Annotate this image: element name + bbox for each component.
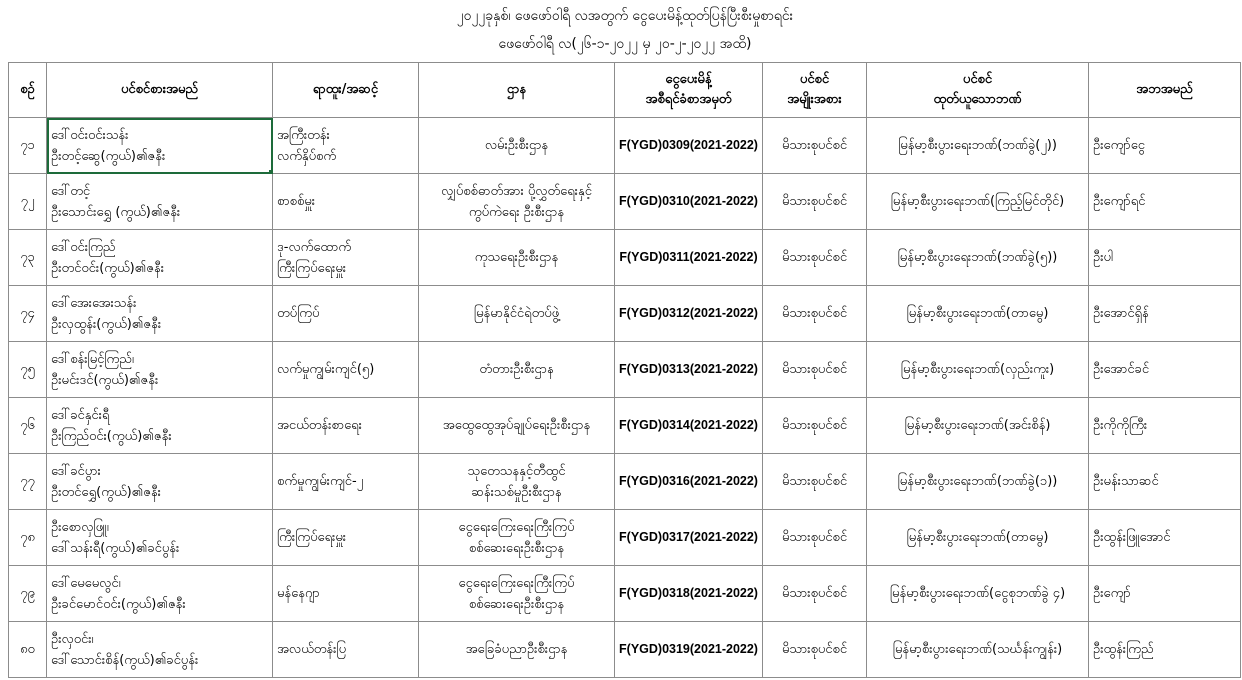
header-agent[interactable]: အဘအမည် bbox=[1089, 63, 1241, 118]
header-bank[interactable] bbox=[867, 63, 1089, 118]
table-row bbox=[9, 174, 1241, 230]
cell-rank1-text: မန်နေဂျာ bbox=[277, 586, 320, 601]
cell-no-text: ၇၄ bbox=[20, 306, 35, 321]
cell-name2-text: ဒေါ်သောင်းစိန်(ကွယ်)၏ခင်ပွန်း bbox=[51, 652, 199, 668]
cell-order[interactable] bbox=[615, 510, 763, 566]
cell-type-text: မိသားစုပင်စင် bbox=[781, 362, 848, 377]
cell-no-text: ၇၂ bbox=[20, 194, 35, 209]
cell-dept[interactable] bbox=[419, 566, 615, 622]
cell-type[interactable] bbox=[763, 510, 867, 566]
cell-no-text: ၇၉ bbox=[20, 586, 35, 601]
cell-rank1-text: တပ်ကြပ် bbox=[277, 306, 320, 321]
header-row bbox=[9, 63, 1241, 118]
cell-bank[interactable] bbox=[867, 342, 1089, 398]
table-row bbox=[9, 286, 1241, 342]
cell-agent[interactable] bbox=[1089, 342, 1241, 398]
cell-bank[interactable] bbox=[867, 398, 1089, 454]
cell-rank[interactable] bbox=[273, 566, 419, 622]
header-order-line2: အစီရင်ခံစာအမှတ် bbox=[645, 92, 732, 107]
cell-order[interactable] bbox=[615, 174, 763, 230]
cell-order[interactable] bbox=[615, 342, 763, 398]
cell-type[interactable] bbox=[763, 118, 867, 174]
cell-no[interactable] bbox=[9, 342, 47, 398]
cell-rank1-text: ကြီးကြပ်ရေးမှူး bbox=[277, 530, 347, 545]
cell-name2-text: ဦးသောင်းရွှေ (ကွယ်)၏ဇနီး bbox=[51, 204, 181, 220]
cell-order-text: F(YGD)0313(2021-2022) bbox=[619, 362, 758, 376]
cell-name1-text: ဦးလှဝင်း၊ bbox=[51, 631, 94, 647]
cell-type[interactable] bbox=[763, 454, 867, 510]
cell-name1-text: ဒေါ်တင့် bbox=[51, 183, 91, 199]
cell-order-text: F(YGD)0312(2021-2022) bbox=[619, 306, 758, 320]
cell-agent-text: ဦးမန်းသာဆင် bbox=[1093, 474, 1159, 489]
cell-order[interactable] bbox=[615, 230, 763, 286]
cell-bank[interactable] bbox=[867, 118, 1089, 174]
header-type[interactable] bbox=[763, 63, 867, 118]
report-subtitle: ဖေဖော်ဝါရီ လ(၂၆-၁-၂၀၂၂ မှ ၂၀-၂-၂၀၂၂ အထိ) bbox=[498, 36, 752, 52]
cell-rank[interactable] bbox=[273, 398, 419, 454]
cell-name1-text: ဒေါ်ဝင်းကြည် bbox=[51, 239, 116, 255]
header-bank-line1: ပင်စင် bbox=[962, 72, 993, 87]
cell-bank-text: မြန်မာ့စီးပွားရေးဘဏ်(ဘဏ်ခွဲ(၂)) bbox=[898, 138, 1057, 153]
cell-type-text: မိသားစုပင်စင် bbox=[781, 194, 848, 209]
cell-order[interactable] bbox=[615, 286, 763, 342]
header-order-line1: ငွေပေးမိန့် bbox=[665, 72, 712, 87]
cell-dept1-text: သုတေသနနှင့်တီထွင် bbox=[467, 463, 566, 479]
cell-dept[interactable] bbox=[419, 622, 615, 678]
cell-bank[interactable] bbox=[867, 510, 1089, 566]
cell-no-text: ၇၅ bbox=[20, 362, 35, 377]
cell-dept1-text: ငွေရေးကြေးရေးကြီးကြပ် bbox=[458, 575, 575, 591]
cell-name1-text: ဦးစောလှဖြူ၊ bbox=[51, 519, 109, 535]
cell-rank1-text: ဒု-လက်ထောက် bbox=[277, 239, 352, 255]
cell-agent[interactable] bbox=[1089, 118, 1241, 174]
header-type-line1: ပင်စင် bbox=[799, 72, 830, 87]
cell-order[interactable] bbox=[615, 566, 763, 622]
cell-dept1-text: အထွေထွေအုပ်ချုပ်ရေးဦးစီးဌာန bbox=[442, 418, 591, 433]
cell-rank[interactable] bbox=[273, 342, 419, 398]
table-row bbox=[9, 118, 1241, 174]
cell-rank[interactable] bbox=[273, 510, 419, 566]
cell-type-text: မိသားစုပင်စင် bbox=[781, 306, 848, 321]
table-row bbox=[9, 342, 1241, 398]
cell-order-text: F(YGD)0318(2021-2022) bbox=[619, 586, 758, 600]
cell-type[interactable] bbox=[763, 398, 867, 454]
cell-bank[interactable] bbox=[867, 286, 1089, 342]
cell-name2-text: ဦးတင့်ဆွေ(ကွယ်)၏ဇနီး bbox=[51, 148, 166, 164]
cell-bank[interactable] bbox=[867, 566, 1089, 622]
cell-dept1-text: ကုသရေးဦးစီးဌာန bbox=[474, 250, 559, 265]
cell-type-text: မိသားစုပင်စင် bbox=[781, 138, 848, 153]
cell-type-text: မိသားစုပင်စင် bbox=[781, 586, 848, 601]
cell-agent[interactable] bbox=[1089, 398, 1241, 454]
cell-name[interactable] bbox=[47, 230, 273, 286]
cell-dept1-text: လမ်းဦးစီးဌာန bbox=[484, 138, 549, 153]
cell-agent-text: ဦးကျော်ငွေ bbox=[1093, 138, 1145, 153]
cell-order[interactable] bbox=[615, 622, 763, 678]
cell-agent-text: ဦးကျော် bbox=[1093, 586, 1131, 601]
cell-agent[interactable] bbox=[1089, 454, 1241, 510]
cell-type[interactable] bbox=[763, 566, 867, 622]
cell-bank-text: မြန်မာ့စီးပွားရေးဘဏ်(ငွေစုဘဏ်ခွဲ ၄) bbox=[889, 586, 1066, 601]
cell-rank[interactable] bbox=[273, 286, 419, 342]
cell-type-text: မိသားစုပင်စင် bbox=[781, 418, 848, 433]
cell-name1-text: ဒေါ်ခင်ပွား bbox=[51, 463, 101, 479]
cell-type-text: မိသားစုပင်စင် bbox=[781, 530, 848, 545]
cell-no-text: ၈၀ bbox=[20, 642, 35, 657]
cell-agent-text: ဦးကိုကိုကြီး bbox=[1093, 418, 1148, 433]
cell-name2-text: ဒေါ်သန်းရီ(ကွယ်)၏ခင်ပွန်း bbox=[51, 540, 180, 556]
cell-dept[interactable] bbox=[419, 118, 615, 174]
cell-rank[interactable] bbox=[273, 454, 419, 510]
cell-agent[interactable] bbox=[1089, 174, 1241, 230]
cell-bank-text: မြန်မာ့စီးပွားရေးဘဏ်(ကြည့်မြင်တိုင်) bbox=[890, 194, 1065, 209]
cell-dept[interactable] bbox=[419, 174, 615, 230]
cell-agent-text: ဦးကျော်ရင် bbox=[1093, 194, 1146, 209]
table-row bbox=[9, 510, 1241, 566]
cell-name[interactable] bbox=[47, 510, 273, 566]
cell-type-text: မိသားစုပင်စင် bbox=[781, 642, 848, 657]
header-bank-line2: ထုတ်ယူသောဘဏ် bbox=[933, 92, 1022, 107]
cell-name2-text: ဦးကြည်ဝင်း(ကွယ်)၏ဇနီး bbox=[51, 428, 172, 444]
cell-dept[interactable] bbox=[419, 510, 615, 566]
cell-no[interactable] bbox=[9, 566, 47, 622]
cell-name[interactable] bbox=[47, 398, 273, 454]
cell-bank-text: မြန်မာ့စီးပွားရေးဘဏ်(တာမွေ) bbox=[906, 306, 1049, 321]
cell-rank1-text: စက်မှုကျွမ်းကျင်-၂ bbox=[277, 474, 364, 489]
cell-no-text: ၇၆ bbox=[20, 418, 35, 433]
cell-dept1-text: အခြေခံပညာဦးစီးဌာန bbox=[465, 642, 568, 657]
cell-rank[interactable] bbox=[273, 118, 419, 174]
cell-no[interactable] bbox=[9, 398, 47, 454]
cell-dept[interactable] bbox=[419, 342, 615, 398]
header-order[interactable] bbox=[615, 63, 763, 118]
cell-rank1-text: အငယ်တန်းစာရေး bbox=[277, 418, 362, 433]
cell-no-text: ၇၁ bbox=[20, 138, 35, 153]
cell-order[interactable] bbox=[615, 454, 763, 510]
header-type-line2: အမျိုးအစား bbox=[787, 92, 842, 107]
cell-rank2-text: ကြီးကြပ်ရေးမှူး bbox=[277, 260, 347, 276]
cell-name2-text: ဦးလှထွန်း(ကွယ်)၏ဇနီး bbox=[51, 316, 162, 332]
cell-type[interactable] bbox=[763, 622, 867, 678]
table-row bbox=[9, 454, 1241, 510]
cell-dept[interactable] bbox=[419, 398, 615, 454]
cell-no[interactable] bbox=[9, 622, 47, 678]
cell-order-text: F(YGD)0316(2021-2022) bbox=[619, 474, 758, 488]
cell-dept[interactable] bbox=[419, 286, 615, 342]
cell-order-text: F(YGD)0309(2021-2022) bbox=[619, 138, 758, 152]
cell-bank[interactable] bbox=[867, 174, 1089, 230]
cell-dept2-text: စစ်ဆေးရေးဦးစီးဌာန bbox=[468, 540, 565, 556]
cell-order[interactable] bbox=[615, 398, 763, 454]
cell-name2-text: ဦးတင်ရွှေ(ကွယ်)၏ဇနီး bbox=[51, 484, 161, 500]
cell-rank2-text: လက်နှိပ်စက် bbox=[277, 148, 337, 164]
cell-agent[interactable] bbox=[1089, 566, 1241, 622]
cell-rank[interactable] bbox=[273, 622, 419, 678]
cell-no[interactable] bbox=[9, 454, 47, 510]
cell-name1-text: ဒေါ်အေးအေးသန်း bbox=[51, 295, 137, 311]
cell-no[interactable] bbox=[9, 118, 47, 174]
cell-order-text: F(YGD)0319(2021-2022) bbox=[619, 642, 758, 656]
header-rank[interactable]: ရာထူး/အဆင့် bbox=[273, 63, 419, 118]
cell-no-text: ၇၇ bbox=[20, 474, 35, 489]
cell-order-text: F(YGD)0314(2021-2022) bbox=[619, 418, 758, 432]
cell-name[interactable] bbox=[47, 342, 273, 398]
cell-dept1-text: တံတားဦးစီးဌာန bbox=[479, 362, 554, 377]
header-dept[interactable]: ဌာန bbox=[419, 63, 615, 118]
report-title: ၂၀၂၂ခုနှစ်၊ ဖေဖော်ဝါရီ လအတွက် ငွေပေးမိန့်ထုတ်ပြန်ပြီးစီးမှုစာရင်း bbox=[456, 8, 794, 24]
cell-bank-text: မြန်မာ့စီးပွားရေးဘဏ်(ဘဏ်ခွဲ(၅)) bbox=[897, 250, 1058, 265]
table-body bbox=[9, 118, 1241, 678]
cell-bank-text: မြန်မာ့စီးပွားရေးဘဏ်(ဘဏ်ခွဲ(၁)) bbox=[897, 474, 1058, 489]
cell-dept[interactable] bbox=[419, 454, 615, 510]
cell-name2-text: ဦးခင်မောင်ဝင်း(ကွယ်)၏ဇနီး bbox=[51, 596, 186, 612]
pension-table bbox=[8, 62, 1241, 678]
cell-dept1-text: လျှပ်စစ်ဓာတ်အား ပို့လွှတ်ရေးနှင့် bbox=[441, 183, 592, 199]
cell-type[interactable] bbox=[763, 230, 867, 286]
cell-bank-text: မြန်မာ့စီးပွားရေးဘဏ်(တာမွေ) bbox=[906, 530, 1049, 545]
cell-name2-text: ဦးတင်ဝင်း(ကွယ်)၏ဇနီး bbox=[51, 260, 165, 276]
cell-agent[interactable] bbox=[1089, 510, 1241, 566]
selected-cell[interactable] bbox=[47, 118, 273, 174]
cell-dept2-text: စစ်ဆေးရေးဦးစီးဌာန bbox=[468, 596, 565, 612]
cell-no-text: ၇၈ bbox=[20, 530, 35, 545]
cell-dept2-text: ဆန်းသစ်မှုဦးစီးဌာန bbox=[471, 484, 562, 500]
cell-type[interactable] bbox=[763, 286, 867, 342]
cell-bank-text: မြန်မာ့စီးပွားရေးဘဏ်(အင်းစိန်) bbox=[904, 418, 1051, 433]
cell-order[interactable] bbox=[615, 118, 763, 174]
cell-order-text: F(YGD)0310(2021-2022) bbox=[619, 194, 758, 208]
cell-type-text: မိသားစုပင်စင် bbox=[781, 474, 848, 489]
cell-bank[interactable] bbox=[867, 454, 1089, 510]
cell-rank1-text: စာစစ်မှူး bbox=[277, 194, 316, 209]
cell-no[interactable] bbox=[9, 230, 47, 286]
cell-rank[interactable] bbox=[273, 174, 419, 230]
cell-rank[interactable] bbox=[273, 230, 419, 286]
cell-no[interactable] bbox=[9, 510, 47, 566]
cell-rank1-text: အလယ်တန်းပြ bbox=[277, 642, 347, 657]
cell-bank[interactable] bbox=[867, 230, 1089, 286]
cell-name[interactable] bbox=[47, 174, 273, 230]
cell-name[interactable] bbox=[47, 566, 273, 622]
cell-name[interactable] bbox=[47, 622, 273, 678]
cell-dept[interactable] bbox=[419, 230, 615, 286]
cell-agent[interactable] bbox=[1089, 230, 1241, 286]
cell-dept1-text: ငွေရေးကြေးရေးကြီးကြပ် bbox=[458, 519, 575, 535]
cell-name1-text: ဒေါ်မေမေလွင်၊ bbox=[51, 575, 121, 591]
table-row bbox=[9, 622, 1241, 678]
cell-type[interactable] bbox=[763, 174, 867, 230]
cell-no[interactable] bbox=[9, 286, 47, 342]
cell-rank1-text: လက်မှုကျွမ်းကျင်(၅) bbox=[277, 362, 375, 377]
cell-dept1-text: မြန်မာနိုင်ငံရဲတပ်ဖွဲ့ bbox=[473, 306, 560, 321]
cell-agent-text: ဦးပါ bbox=[1093, 250, 1114, 265]
cell-type-text: မိသားစုပင်စင် bbox=[781, 250, 848, 265]
cell-type[interactable] bbox=[763, 342, 867, 398]
table-row bbox=[9, 566, 1241, 622]
cell-agent[interactable] bbox=[1089, 622, 1241, 678]
cell-order-text: F(YGD)0317(2021-2022) bbox=[619, 530, 758, 544]
cell-agent-text: ဦးအောင်ခင် bbox=[1093, 362, 1150, 377]
cell-name1-text: ဒေါ်ခင်နှင်းရီ bbox=[51, 407, 110, 423]
cell-no-text: ၇၃ bbox=[20, 250, 35, 265]
cell-agent[interactable] bbox=[1089, 286, 1241, 342]
cell-name2-text: ဦးမင်းဒင်(ကွယ်)၏ဇနီး bbox=[51, 372, 159, 388]
header-no[interactable]: စဉ် bbox=[9, 63, 47, 118]
table-row bbox=[9, 398, 1241, 454]
cell-name1-text: ဒေါ်ဝင်းဝင်းသန်း bbox=[51, 127, 129, 143]
cell-order-text: F(YGD)0311(2021-2022) bbox=[619, 250, 758, 264]
cell-bank-text: မြန်မာ့စီးပွားရေးဘဏ်(သင်္ဃန်းကျွန်း) bbox=[892, 642, 1063, 657]
cell-rank1-text: အကြီးတန်း bbox=[277, 127, 330, 143]
cell-name1-text: ဒေါ်စန်းမြင့်ကြည်၊ bbox=[51, 351, 134, 367]
cell-bank[interactable] bbox=[867, 622, 1089, 678]
cell-name[interactable] bbox=[47, 286, 273, 342]
header-name[interactable]: ပင်စင်စားအမည် bbox=[47, 63, 273, 118]
cell-agent-text: ဦးအောင်ရှိန် bbox=[1093, 306, 1149, 321]
cell-agent-text: ဦးထွန်းဖြူအောင် bbox=[1093, 530, 1171, 545]
cell-agent-text: ဦးထွန်းကြည် bbox=[1093, 642, 1154, 657]
cell-name[interactable] bbox=[47, 454, 273, 510]
table-row bbox=[9, 230, 1241, 286]
cell-no[interactable] bbox=[9, 174, 47, 230]
cell-bank-text: မြန်မာ့စီးပွားရေးဘဏ်(လှည်းကူး) bbox=[900, 362, 1055, 377]
cell-dept2-text: ကွပ်ကဲရေး ဦးစီးဌာန bbox=[468, 204, 565, 220]
